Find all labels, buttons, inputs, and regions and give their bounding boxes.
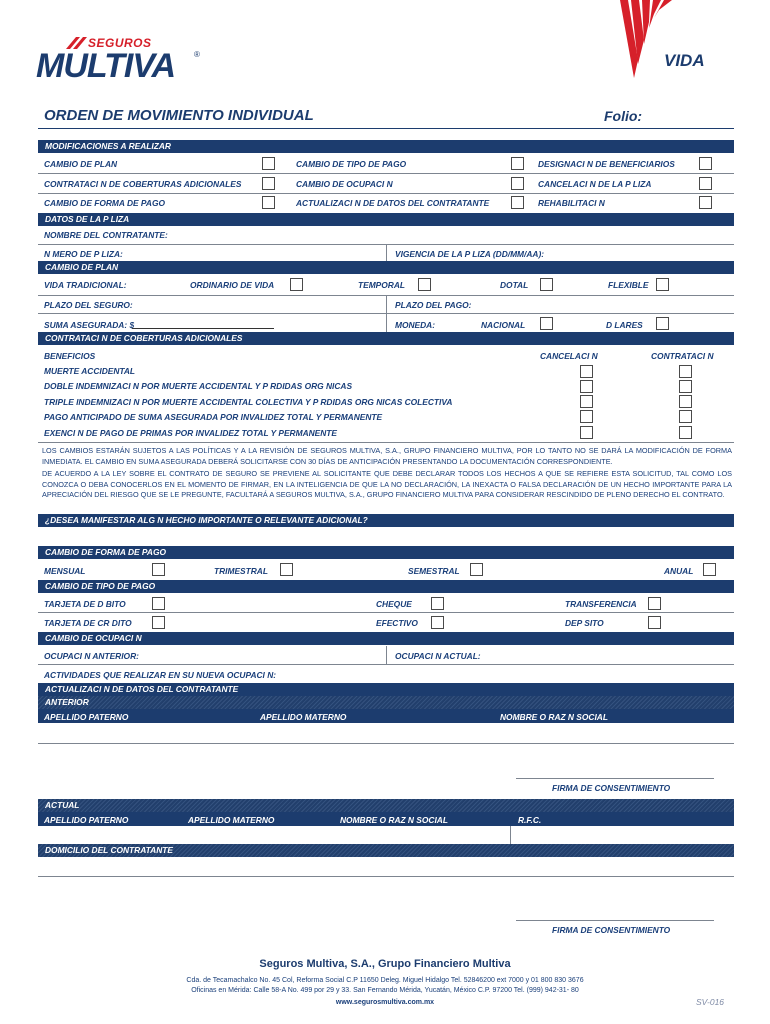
cobertura-triple-cancel-checkbox[interactable] [580, 395, 593, 408]
section-header-coberturas: CONTRATACI N DE COBERTURAS ADICIONALES [38, 332, 734, 345]
section-header-plan: CAMBIO DE PLAN [38, 261, 734, 274]
vigencia-label: VIGENCIA DE LA P LIZA (DD/MM/AA): [395, 249, 545, 259]
plazo-seguro-label: PLAZO DEL SEGURO: [44, 300, 133, 310]
cobertura-exencion-contratar-checkbox[interactable] [679, 426, 692, 439]
subheader-anterior: ANTERIOR [38, 696, 734, 709]
cobertura-muerte-contratar-checkbox[interactable] [679, 365, 692, 378]
anual-label: ANUAL [664, 566, 694, 576]
deposito-label: DEP SITO [565, 618, 604, 628]
divider [38, 173, 734, 174]
hecho-importante-field[interactable] [38, 528, 734, 544]
mod-forma-pago-label: CAMBIO DE FORMA DE PAGO [44, 198, 165, 208]
ocupacion-actual-label: OCUPACI N ACTUAL: [395, 651, 481, 661]
cobertura-muerte-accidental: MUERTE ACCIDENTAL [44, 366, 136, 376]
cheque-label: CHEQUE [376, 599, 412, 609]
footer-web[interactable]: www.segurosmultiva.com.mx [335, 999, 435, 1006]
divider [386, 296, 387, 313]
mensual-label: MENSUAL [44, 566, 86, 576]
temporal-label: TEMPORAL [358, 280, 405, 290]
actividades-label: ACTIVIDADES QUE REALIZAR EN SU NUEVA OCUPACI N: [44, 670, 277, 680]
cancelacion-column-label: CANCELACI N [540, 351, 598, 361]
actual-apellido-paterno-label: APELLIDO PATERNO [44, 815, 129, 825]
brand-small-text: SEGUROS [88, 36, 152, 50]
semestral-checkbox[interactable] [470, 563, 483, 576]
cobertura-doble-contratar-checkbox[interactable] [679, 380, 692, 393]
section-header-poliza: DATOS DE LA P LIZA [38, 213, 734, 226]
divider [38, 442, 734, 443]
contratante-field[interactable] [170, 228, 734, 241]
mod-ocupacion-checkbox[interactable] [511, 177, 524, 190]
transferencia-label: TRANSFERENCIA [565, 599, 637, 609]
ocupacion-anterior-label: OCUPACI N ANTERIOR: [44, 651, 139, 661]
form-code: SV-016 [696, 997, 725, 1007]
dolares-label: D LARES [606, 320, 643, 330]
mod-coberturas-label: CONTRATACI N DE COBERTURAS ADICIONALES [44, 179, 242, 189]
moneda-label: MONEDA: [395, 320, 436, 330]
trimestral-label: TRIMESTRAL [214, 566, 268, 576]
mod-ocupacion-label: CAMBIO DE OCUPACI N [296, 179, 393, 189]
plazo-pago-label: PLAZO DEL PAGO: [395, 300, 472, 310]
divider [386, 245, 387, 261]
section-header-forma-pago: CAMBIO DE FORMA DE PAGO [38, 546, 734, 559]
anterior-apellido-materno-label: APELLIDO MATERNO [260, 712, 347, 722]
title-underline [38, 128, 734, 129]
footer-address-2: Oficinas en Mérida: Calle 58-A No. 499 por 29 y 33. San Fernando Mérida, Yucatán, México C.P. 97200 Tel. (999) 942-31- 80 [191, 987, 579, 994]
contratante-label: NOMBRE DEL CONTRATANTE: [44, 230, 168, 240]
page-title: ORDEN DE MOVIMIENTO INDIVIDUAL [44, 107, 314, 124]
firma-line-1[interactable] [516, 778, 714, 779]
section-header-modificaciones: MODIFICACIONES A REALIZAR [38, 140, 734, 153]
mod-cambio-plan-label: CAMBIO DE PLAN [44, 159, 118, 169]
registered-mark: ® [194, 50, 200, 59]
efectivo-label: EFECTIVO [376, 618, 418, 628]
credito-label: TARJETA DE CR DITO [44, 618, 132, 628]
dolares-checkbox[interactable] [656, 317, 669, 330]
ordinario-checkbox[interactable] [290, 278, 303, 291]
anterior-columns-bar [38, 709, 734, 723]
mod-cancelacion-checkbox[interactable] [699, 177, 712, 190]
section-header-ocupacion: CAMBIO DE OCUPACI N [38, 632, 734, 645]
rfc-field[interactable] [512, 826, 734, 844]
mod-actualizacion-checkbox[interactable] [511, 196, 524, 209]
brand-name: MULTIVA [36, 47, 176, 85]
cobertura-pago-anticipado: PAGO ANTICIPADO DE SUMA ASEGURADA POR INVALIDEZ TOTAL Y PERMANENTE [44, 412, 383, 422]
legal-paragraph-2: DE ACUERDO A LA LEY SOBRE EL CONTRATO DE SEGURO SE PREVIENE AL SOLICITANTE QUE DEBE DECLARAR TODOS LOS HECHOS A QUE SE REFIERE ESTA SOLICITUD, TAL COMO LOS CONOZCA O DEBA CONOCERLOS EN EL MOMENTO DE FIRMAR, EN LA INTELIGENCIA DE QUE LA NO DECLARACIÓN, LA INEXACTA O FALSA DECLARACIÓN DE UN HECHO IMPORTANTE PARA LA APRECIACIÓN DEL RIESGO QUE SE LE PREGUNTE, FACULTARÁ A SEGUROS MULTIVA, S.A., GRUPO FINANCIERO MULTIVA PARA CONSIDERAR RESCINDIDO DE PLENO DERECHO EL CONTRATO. [42, 469, 732, 499]
mod-coberturas-checkbox[interactable] [262, 177, 275, 190]
ordinario-label: ORDINARIO DE VIDA [190, 280, 275, 290]
mod-tipo-pago-label: CAMBIO DE TIPO DE PAGO [296, 159, 407, 169]
temporal-checkbox[interactable] [418, 278, 431, 291]
divider [386, 646, 387, 664]
subheader-domicilio: DOMICILIO DEL CONTRATANTE [38, 844, 734, 857]
firma-label-1: FIRMA DE CONSENTIMIENTO [552, 783, 671, 793]
mod-beneficiarios-checkbox[interactable] [699, 157, 712, 170]
cobertura-doble-cancel-checkbox[interactable] [580, 380, 593, 393]
mod-forma-pago-checkbox[interactable] [262, 196, 275, 209]
cheque-checkbox[interactable] [431, 597, 444, 610]
deposito-checkbox[interactable] [648, 616, 661, 629]
cobertura-triple-indemnizacion: TRIPLE INDEMNIZACI N POR MUERTE ACCIDENTAL COLECTIVA Y P RDIDAS ORG NICAS COLECTIVA [44, 397, 453, 407]
nacional-checkbox[interactable] [540, 317, 553, 330]
mod-beneficiarios-label: DESIGNACI N DE BENEFICIARIOS [538, 159, 675, 169]
numero-poliza-label: N MERO DE P LIZA: [44, 249, 123, 259]
dotal-label: DOTAL [500, 280, 529, 290]
anterior-apellido-paterno-label: APELLIDO PATERNO [44, 712, 129, 722]
divider [38, 193, 734, 194]
domicilio-field[interactable] [38, 857, 734, 875]
flexible-checkbox[interactable] [656, 278, 669, 291]
divider [386, 314, 387, 332]
mod-cancelacion-label: CANCELACI N DE LA P LIZA [538, 179, 652, 189]
brand-logo [36, 36, 206, 86]
cobertura-triple-contratar-checkbox[interactable] [679, 395, 692, 408]
folio-label: Folio: [604, 108, 643, 124]
transferencia-checkbox[interactable] [648, 597, 661, 610]
firma-line-2[interactable] [516, 920, 714, 921]
cobertura-pago-contratar-checkbox[interactable] [679, 410, 692, 423]
cobertura-muerte-cancel-checkbox[interactable] [580, 365, 593, 378]
debito-checkbox[interactable] [152, 597, 165, 610]
anterior-nombre-label: NOMBRE O RAZ N SOCIAL [500, 712, 608, 722]
mod-rehabilitacion-checkbox[interactable] [699, 196, 712, 209]
anterior-datos-field[interactable] [38, 723, 734, 743]
legal-paragraph-1: LOS CAMBIOS ESTARÁN SUJETOS A LAS POLÍTICAS Y A LA REVISIÓN DE SEGUROS MULTIVA, S.A., GRUPO FINANCIERO MULTIVA, POR LO TANTO NO SE DARÁ LA MODIFICACIÓN DE FORMA INMEDIATA. EL CAMBIO EN SUMA ASEGURADA DEBERÁ SOLICITARSE CON 30 DÍAS DE ANTICIPACIÓN PRESENTANDO LA DOCUMENTACIÓN CORRESPONDIENTE. [42, 446, 732, 466]
actual-datos-field[interactable] [38, 826, 508, 844]
actual-nombre-label: NOMBRE O RAZ N SOCIAL [340, 815, 448, 825]
suma-asegurada-label: SUMA ASEGURADA: $ [44, 320, 135, 330]
anual-checkbox[interactable] [703, 563, 716, 576]
product-name: VIDA [664, 51, 705, 70]
vida-tradicional-label: VIDA TRADICIONAL: [44, 280, 127, 290]
footer-address-1: Cda. de Tecamachalco No. 45 Col, Reforma Social C.P 11650 Deleg. Miguel Hidalgo Tel. 52846200 ext 7000 y 01 800 830 3676 [186, 977, 584, 984]
contratacion-column-label: CONTRATACI N [651, 351, 714, 361]
footer-company: Seguros Multiva, S.A., Grupo Financiero Multiva [259, 958, 511, 970]
actividades-field[interactable] [310, 668, 734, 681]
divider [38, 876, 734, 877]
credito-checkbox[interactable] [152, 616, 165, 629]
mod-rehabilitacion-label: REHABILITACI N [538, 198, 605, 208]
divider [510, 826, 511, 844]
divider [38, 664, 734, 665]
divider [38, 743, 734, 744]
mod-actualizacion-label: ACTUALIZACI N DE DATOS DEL CONTRATANTE [296, 198, 490, 208]
mod-cambio-plan-checkbox[interactable] [262, 157, 275, 170]
firma-label-2: FIRMA DE CONSENTIMIENTO [552, 925, 671, 935]
cobertura-exencion: EXENCI N DE PAGO DE PRIMAS POR INVALIDEZ TOTAL Y PERMANENTE [44, 428, 338, 438]
section-header-actualizacion: ACTUALIZACI N DE DATOS DEL CONTRATANTE [38, 683, 734, 696]
debito-label: TARJETA DE D BITO [44, 599, 126, 609]
trimestral-checkbox[interactable] [280, 563, 293, 576]
rfc-label: R.F.C. [518, 815, 542, 825]
mensual-checkbox[interactable] [152, 563, 165, 576]
cobertura-doble-indemnizacion: DOBLE INDEMNIZACI N POR MUERTE ACCIDENTAL Y P RDIDAS ORG NICAS [44, 381, 353, 391]
mod-tipo-pago-checkbox[interactable] [511, 157, 524, 170]
subheader-actual: ACTUAL [38, 799, 734, 812]
divider [38, 612, 734, 613]
flexible-label: FLEXIBLE [608, 280, 649, 290]
section-header-tipo-pago: CAMBIO DE TIPO DE PAGO [38, 580, 734, 593]
actual-apellido-materno-label: APELLIDO MATERNO [188, 815, 275, 825]
beneficios-label: BENEFICIOS [44, 351, 96, 361]
efectivo-checkbox[interactable] [431, 616, 444, 629]
dotal-checkbox[interactable] [540, 278, 553, 291]
semestral-label: SEMESTRAL [408, 566, 460, 576]
suma-asegurada-field[interactable] [132, 328, 274, 329]
nacional-label: NACIONAL [481, 320, 526, 330]
section-header-hecho-importante: ¿DESEA MANIFESTAR ALG N HECHO IMPORTANTE O RELEVANTE ADICIONAL? [38, 514, 734, 527]
cobertura-pago-cancel-checkbox[interactable] [580, 410, 593, 423]
cobertura-exencion-cancel-checkbox[interactable] [580, 426, 593, 439]
